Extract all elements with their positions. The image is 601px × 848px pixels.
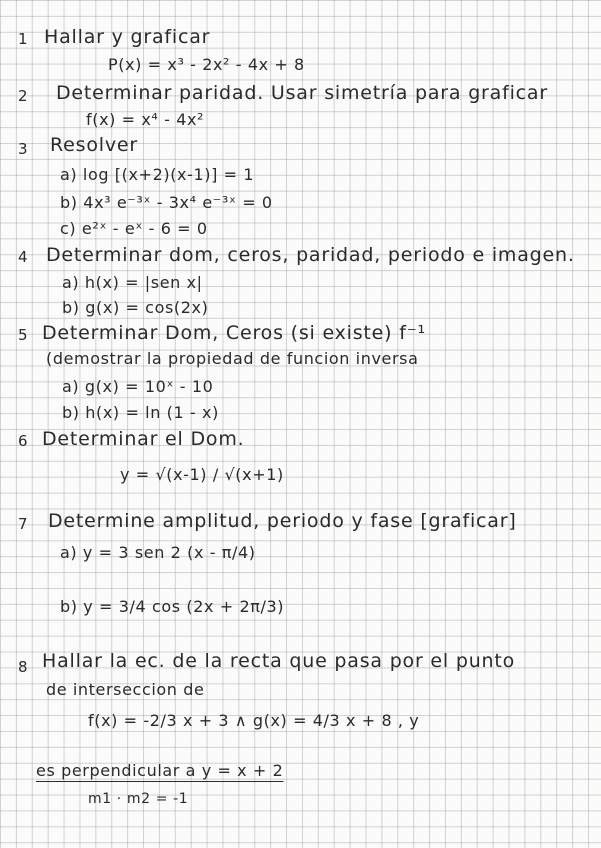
item-text: Hallar la ec. de la recta que pasa por el punto — [42, 650, 516, 672]
item-subpart: b) 4x³ e⁻³ˣ - 3x⁴ e⁻³ˣ = 0 — [60, 193, 273, 212]
item-number: 7 — [18, 515, 29, 533]
item-number: 2 — [18, 87, 29, 105]
item-subpart: a) log [(x+2)(x-1)] = 1 — [60, 165, 255, 184]
item-number: 3 — [18, 140, 29, 158]
item-text: de interseccion de — [46, 680, 205, 699]
item-number: 4 — [18, 248, 29, 266]
item-text: Determinar Dom, Ceros (si existe) f⁻¹ — [42, 322, 426, 344]
item-number: 1 — [18, 30, 29, 48]
item-subpart: b) y = 3/4 cos (2x + 2π/3) — [60, 597, 285, 616]
item-formula: f(x) = -2/3 x + 3 ∧ g(x) = 4/3 x + 8 , y — [88, 711, 420, 730]
item-text: Determine amplitud, periodo y fase [graficar] — [48, 510, 517, 532]
item-formula: f(x) = x⁴ - 4x² — [86, 110, 205, 129]
item-text: es perpendicular a y = x + 2 — [36, 761, 284, 780]
item-number: 5 — [18, 326, 29, 344]
item-subpart: a) y = 3 sen 2 (x - π/4) — [60, 543, 256, 562]
item-formula: P(x) = x³ - 2x² - 4x + 8 — [108, 55, 305, 74]
item-text: Determinar el Dom. — [42, 428, 245, 450]
item-subpart: b) g(x) = cos(2x) — [62, 298, 209, 317]
item-text: Resolver — [50, 134, 138, 156]
item-text: Determinar paridad. Usar simetría para graficar — [56, 82, 548, 104]
item-formula: y = √(x-1) / √(x+1) — [120, 465, 284, 484]
item-subpart: a) g(x) = 10ˣ - 10 — [62, 377, 214, 396]
item-subpart: c) e²ˣ - eˣ - 6 = 0 — [60, 219, 208, 238]
item-subpart: b) h(x) = ln (1 - x) — [62, 403, 219, 422]
item-number: 8 — [18, 658, 29, 676]
item-text: (demostrar la propiedad de funcion inversa — [46, 349, 419, 368]
item-number: 6 — [18, 432, 29, 450]
item-text: Determinar dom, ceros, paridad, periodo e imagen. — [46, 244, 575, 266]
item-text: Hallar y graficar — [44, 26, 211, 48]
item-subpart: a) h(x) = |sen x| — [62, 273, 203, 292]
item-formula: m1 · m2 = -1 — [88, 791, 189, 807]
